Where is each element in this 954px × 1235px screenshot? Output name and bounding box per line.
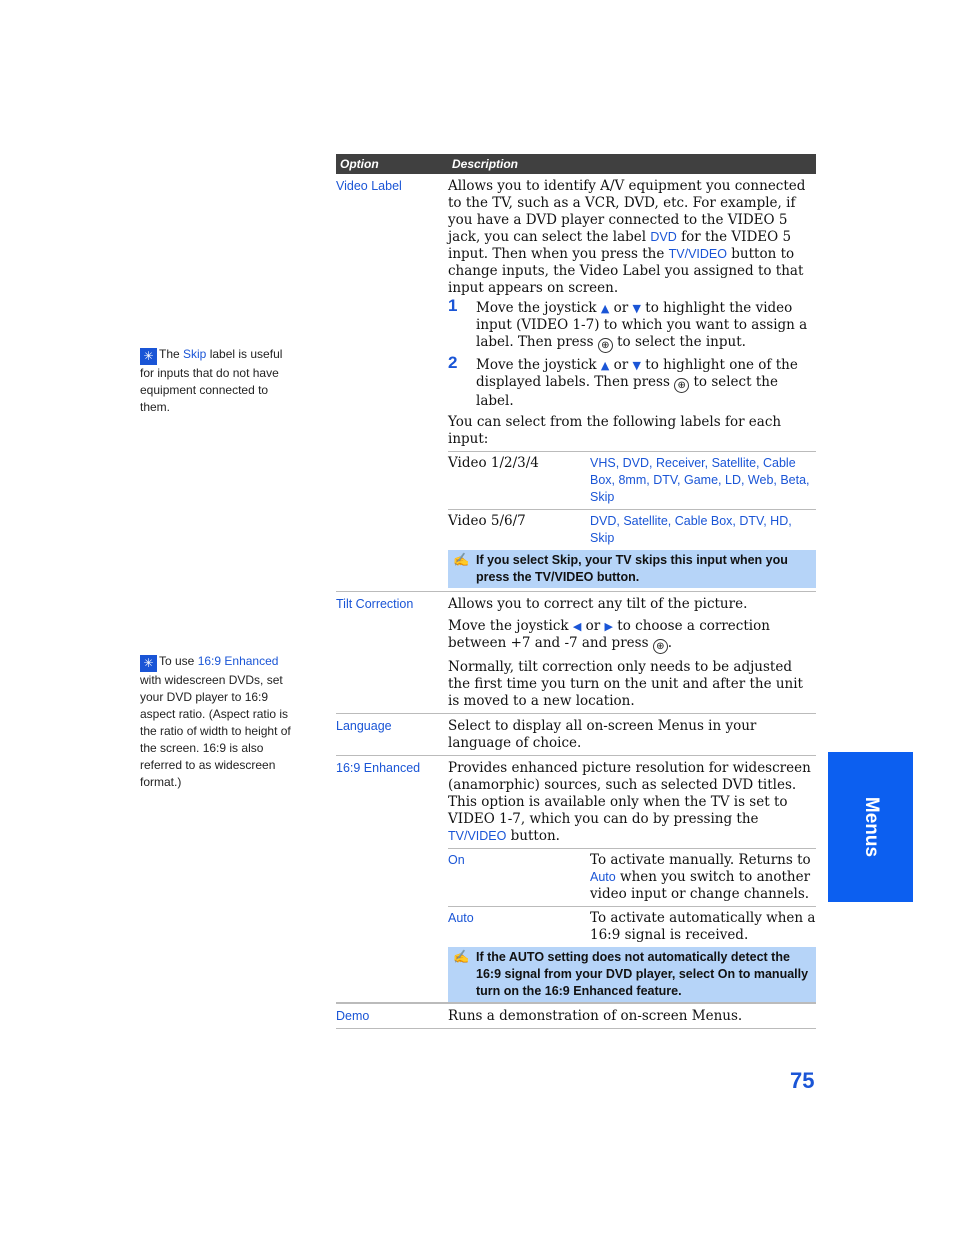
table-row-video-label xyxy=(336,174,816,592)
tip-text: with widescreen DVDs, set your DVD player to 16:9 aspect ratio. (Aspect ratio is the ratio of width to height of the screen. 16:9 is also referred to as widescreen format.) xyxy=(140,673,291,789)
input-name: Video 1/2/3/4 xyxy=(448,455,539,471)
sub-row-auto xyxy=(448,906,816,947)
video-label-description: Allows you to identify A/V equipment you connected to the TV, such as a VCR, DVD, etc. For example, if you have a DVD player connected to the VIDEO 5 jack, you can select the label DVD for the VIDEO 5 input. Then when you press the TV/VIDEO button to change inputs, the Video Label you assigned to that input appears on screen. xyxy=(448,178,806,296)
note-text: If the AUTO setting does not automatically detect the 16:9 signal from your DVD player, select On to manually turn on the 16:9 Enhanced feature. xyxy=(476,950,809,998)
step-1: 1 Move the joystick ▲ or ▼ to highlight the video input (VIDEO 1-7) to which you want to assign a label. Then press ⊕ to select the input. xyxy=(448,296,808,351)
tip-highlight: 16:9 Enhanced xyxy=(197,654,279,668)
tilt-note: Normally, tilt correction only needs to be adjusted the first time you turn on the unit and after the unit is moved to a new location. xyxy=(448,659,803,709)
language-description: Select to display all on-screen Menus in your language of choice. xyxy=(448,718,757,751)
joystick-button-icon: ⊕ xyxy=(598,338,613,353)
tip-text: To use xyxy=(159,654,198,668)
note-pen-icon: ✍ xyxy=(453,552,470,567)
input-labels: VHS, DVD, Receiver, Satellite, Cable Box, 8mm, DTV, Game, LD, Web, Beta, Skip xyxy=(590,456,810,504)
table-row-demo xyxy=(336,1003,816,1029)
note-text: If you select Skip, your TV skips this input when you press the TV/VIDEO button. xyxy=(476,553,788,584)
page-number: 75 xyxy=(790,1068,815,1093)
sub-row-video-5-7 xyxy=(448,509,816,550)
options-table xyxy=(336,154,816,1029)
note-auto xyxy=(448,947,816,1002)
setting-on-description: To activate manually. Returns to Auto when you switch to another video input or change channels. xyxy=(590,852,811,902)
label-tv-video: TV/VIDEO xyxy=(668,247,727,261)
input-name: Video 5/6/7 xyxy=(448,513,526,529)
label-tv-video: TV/VIDEO xyxy=(448,829,507,843)
arrow-down-icon: ▼ xyxy=(632,359,642,372)
option-16-9-enhanced: 16:9 Enhanced xyxy=(336,761,421,775)
header-option: Option xyxy=(340,157,379,171)
tip-highlight: Skip xyxy=(183,347,207,361)
step-number: 1 xyxy=(448,296,458,315)
tip-skip xyxy=(140,346,295,416)
joystick-button-icon: ⊕ xyxy=(674,378,689,393)
input-labels: DVD, Satellite, Cable Box, DTV, HD, Skip xyxy=(590,514,792,545)
label-dvd: DVD xyxy=(650,230,677,244)
step-2: 2 Move the joystick ▲ or ▼ to highlight one of the displayed labels. Then press ⊕ to select the label. xyxy=(448,353,798,409)
section-tab-menus xyxy=(828,752,913,902)
arrow-left-icon: ◀ xyxy=(572,620,582,633)
select-text: You can select from the following labels for each input: xyxy=(448,414,782,447)
table-header xyxy=(336,154,816,174)
tip-text: The xyxy=(159,347,184,361)
tilt-description: Allows you to correct any tilt of the picture. xyxy=(448,596,748,612)
table-row-language xyxy=(336,714,816,756)
setting-on: On xyxy=(448,853,465,867)
tip-16-9 xyxy=(140,653,295,791)
step-number: 2 xyxy=(448,353,458,372)
arrow-up-icon: ▲ xyxy=(600,359,610,372)
sub-row-video-1-4 xyxy=(448,451,816,509)
option-tilt-correction: Tilt Correction xyxy=(336,597,414,611)
tilt-instructions: Move the joystick ◀ or ▶ to choose a correction between +7 and -7 and press ⊕ . xyxy=(448,618,770,652)
tip-bulb-icon: ✳ xyxy=(140,348,157,365)
header-description: Description xyxy=(452,157,519,171)
demo-description: Runs a demonstration of on-screen Menus. xyxy=(448,1008,743,1024)
section-tab-label: Menus xyxy=(860,796,882,858)
setting-auto-description: To activate automatically when a 16:9 signal is received. xyxy=(590,910,816,943)
note-pen-icon: ✍ xyxy=(453,949,470,964)
joystick-button-icon: ⊕ xyxy=(653,639,668,654)
arrow-up-icon: ▲ xyxy=(600,302,610,315)
arrow-right-icon: ▶ xyxy=(604,620,614,633)
tip-bulb-icon: ✳ xyxy=(140,655,157,672)
tip-text: label is useful for inputs that do not have equipment connected to them. xyxy=(140,347,283,414)
note-skip xyxy=(448,550,816,588)
enhanced-description: Provides enhanced picture resolution for widescreen (anamorphic) sources, such as selected DVD titles. This option is available only when the TV is set to VIDEO 1-7, which you can do by pressing the TV/VIDEO button. xyxy=(448,760,811,844)
sub-row-on xyxy=(448,848,816,906)
option-language: Language xyxy=(336,719,392,733)
arrow-down-icon: ▼ xyxy=(632,302,642,315)
option-demo: Demo xyxy=(336,1009,370,1023)
table-row-16-9-enhanced xyxy=(336,756,816,1003)
table-row-tilt-correction xyxy=(336,592,816,714)
option-video-label: Video Label xyxy=(336,179,402,193)
setting-auto: Auto xyxy=(448,911,474,925)
